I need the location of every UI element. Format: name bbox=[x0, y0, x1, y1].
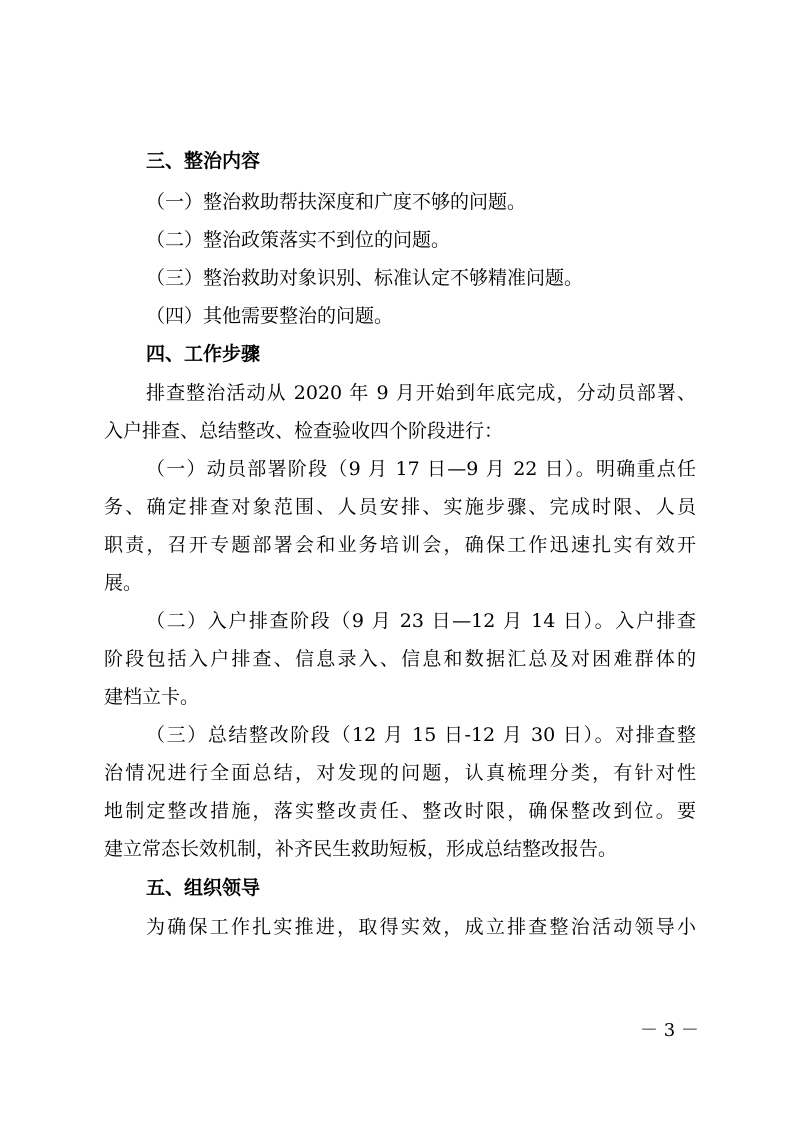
section-4-para-2-line-3: 建档立卡。 bbox=[104, 686, 200, 708]
section-5-para-1-line-1: 为确保工作扎实推进，取得实效，成立排查整治活动领导小 bbox=[146, 916, 696, 938]
section-4-intro-line-2: 入户排查、总结整改、检查验收四个阶段进行： bbox=[104, 420, 504, 442]
section-3-item-2: （二）整治政策落实不到位的问题。 bbox=[146, 229, 451, 251]
section-4-para-1-line-1: （一）动员部署阶段（9 月 17 日—9 月 22 日）。明确重点任 bbox=[146, 458, 696, 480]
section-5-heading: 五、组织领导 bbox=[146, 877, 261, 899]
section-4-para-3-line-2: 治情况进行全面总结，对发现的问题，认真梳理分类，有针对性 bbox=[104, 762, 696, 784]
section-3-item-1: （一）整治救助帮扶深度和广度不够的问题。 bbox=[146, 191, 527, 213]
section-4-para-2-line-2: 阶段包括入户排查、信息录入、信息和数据汇总及对困难群体的 bbox=[104, 648, 696, 670]
section-4-intro-line-1: 排查整治活动从 2020 年 9 月开始到年底完成，分动员部署、 bbox=[146, 382, 696, 404]
section-3-item-3: （三）整治救助对象识别、标准认定不够精准问题。 bbox=[146, 267, 584, 289]
section-4-para-1-line-2: 务、确定排查对象范围、人员安排、实施步骤、完成时限、人员 bbox=[104, 496, 696, 518]
section-4-para-1-line-3: 职责，召开专题部署会和业务培训会，确保工作迅速扎实有效开 bbox=[104, 534, 696, 556]
section-4-para-1-line-4: 展。 bbox=[104, 572, 143, 594]
section-4-para-2-line-1: （二）入户排查阶段（9 月 23 日—12 月 14 日）。入户排查 bbox=[146, 610, 696, 632]
section-3-heading: 三、整治内容 bbox=[146, 150, 261, 172]
section-4-heading: 四、工作步骤 bbox=[146, 343, 261, 365]
section-4-para-3-line-3: 地制定整改措施，落实整改责任、整改时限，确保整改到位。要 bbox=[104, 800, 696, 822]
page-number: － 3 － bbox=[640, 1020, 699, 1041]
section-4-para-3-line-1: （三）总结整改阶段（12 月 15 日-12 月 30 日）。对排查整 bbox=[146, 724, 696, 746]
section-3-item-4: （四）其他需要整治的问题。 bbox=[146, 305, 394, 327]
section-4-para-3-line-4: 建立常态长效机制，补齐民生救助短板，形成总结整改报告。 bbox=[104, 838, 618, 860]
